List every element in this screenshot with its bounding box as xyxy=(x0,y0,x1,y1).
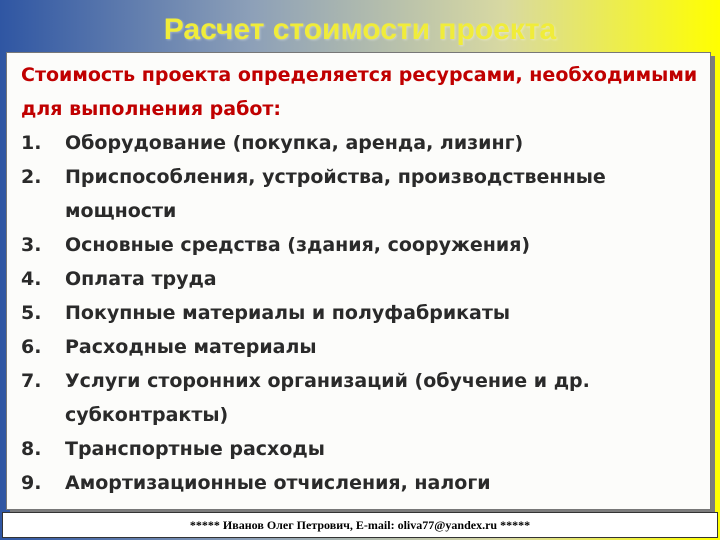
list-item xyxy=(21,330,702,364)
item-number: 3. xyxy=(21,234,42,256)
slide-title: Расчет стоимости проекта xyxy=(163,13,557,46)
resource-list xyxy=(21,126,702,500)
item-number: 2. xyxy=(21,166,42,188)
list-item xyxy=(21,364,702,432)
list-item xyxy=(21,228,702,262)
list-item xyxy=(21,296,702,330)
item-number: 6. xyxy=(21,336,42,358)
item-number: 4. xyxy=(21,268,42,290)
list-item xyxy=(21,126,702,160)
item-text: Основные средства (здания, сооружения) xyxy=(65,234,531,256)
item-text: Оборудование (покупка, аренда, лизинг) xyxy=(65,132,524,154)
list-item xyxy=(21,466,702,500)
item-text: Расходные материалы xyxy=(65,336,317,358)
item-text: Услуги сторонних организаций (обучение и др. субконтракты) xyxy=(65,370,590,426)
item-number: 1. xyxy=(21,132,42,154)
content-box xyxy=(6,52,711,510)
item-number: 8. xyxy=(21,438,42,460)
item-number: 9. xyxy=(21,472,42,494)
item-text: Приспособления, устройства, производственные мощности xyxy=(65,166,606,222)
item-number: 7. xyxy=(21,370,42,392)
item-number: 5. xyxy=(21,302,42,324)
list-item xyxy=(21,262,702,296)
item-text: Амортизационные отчисления, налоги xyxy=(65,472,491,494)
item-text: Оплата труда xyxy=(65,268,217,290)
list-item xyxy=(21,432,702,466)
list-item xyxy=(21,160,702,228)
item-text: Транспортные расходы xyxy=(65,438,325,460)
footer-author: ***** Иванов Олег Петрович, E-mail: oliva77@yandex.ru ***** xyxy=(2,512,718,538)
intro-text: Стоимость проекта определяется ресурсами, необходимыми для выполнения работ: xyxy=(21,64,698,120)
item-text: Покупные материалы и полуфабрикаты xyxy=(65,302,511,324)
